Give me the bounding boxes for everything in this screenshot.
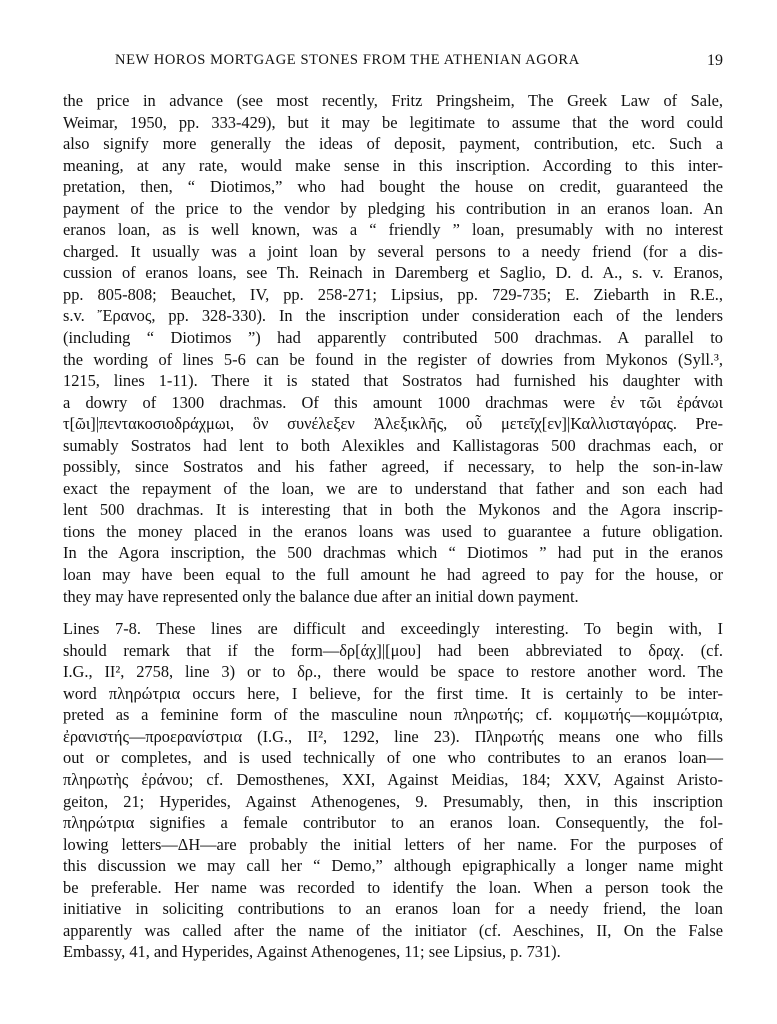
text-line: πληρωτὴς ἐράνου; cf. Demosthenes, XXI, Against Meidias, 184; XXV, Against Aristo- bbox=[63, 769, 723, 789]
text-line: charged. It usually was a joint loan by several persons to a needy friend (for a dis- bbox=[63, 241, 723, 261]
text-line: loan may have been equal to the full amount he had agreed to pay for the house, or bbox=[63, 565, 723, 585]
text-line: pretation, then, “ Diotimos,” who had bought the house on credit, guaranteed the bbox=[63, 177, 723, 197]
text-line: geiton, 21; Hyperides, Against Athenogenes, 9. Presumably, then, in this inscription bbox=[63, 791, 723, 811]
text-line: should remark that if the form—δρ[άχ]|[μου] had been abbreviated to δραχ. (cf. bbox=[63, 640, 723, 660]
running-header bbox=[63, 52, 723, 76]
text-line: sumably Sostratos had lent to both Alexikles and Kallistagoras 500 drachmas each, or bbox=[63, 435, 723, 455]
text-line: tions the money placed in the eranos loans was used to guarantee a future obligation. bbox=[63, 521, 723, 541]
text-line: In the Agora inscription, the 500 drachmas which “ Diotimos ” had put in the eranos bbox=[63, 543, 723, 563]
text-line: payment of the price to the vendor by pledging his contribution in an eranos loan. An bbox=[63, 198, 723, 218]
text-line: they may have represented only the balance due after an initial down payment. bbox=[63, 586, 579, 606]
text-line: exact the repayment of the loan, we are to understand that father and son each had bbox=[63, 478, 723, 498]
text-line: I.G., II², 2758, line 3) or to δρ., there would be space to restore another word. The bbox=[63, 662, 723, 682]
text-line: out or completes, and is used technically of one who contributes to an eranos loan— bbox=[63, 748, 723, 768]
text-line: cussion of eranos loans, see Th. Reinach in Daremberg et Saglio, D. d. A., s. v. Eranos, bbox=[63, 263, 723, 283]
text-line: lent 500 drachmas. It is interesting that in both the Mykonos and the Agora inscrip- bbox=[63, 500, 723, 520]
paragraph-lines-7-8 bbox=[63, 618, 723, 963]
text-line: lowing letters—ΔΗ—are probably the initial letters of her name. For the purposes of bbox=[63, 834, 723, 854]
text-line: the price in advance (see most recently, Fritz Pringsheim, The Greek Law of Sale, bbox=[63, 91, 723, 110]
text-line: τ[ῶι]|πεντακοσιοδράχμωι, ὃν συνέλεξεν Ἀλεξικλῆς, οὗ μετεῖχ[εν]|Καλλισταγόρας. Pre- bbox=[63, 414, 723, 434]
text-line: 1215, lines 1-11). There it is stated that Sostratos had furnished his daughter with bbox=[63, 371, 723, 391]
text-line: be preferable. Her name was recorded to identify the loan. When a person took the bbox=[63, 877, 723, 897]
text-line: meaning, at any rate, would make sense in this inscription. According to this inter- bbox=[63, 155, 723, 175]
text-line: Lines 7-8. These lines are difficult and exceedingly interesting. To begin with, I bbox=[63, 619, 723, 639]
text-line: πληρώτρια signifies a female contributor to an eranos loan. Consequently, the fol- bbox=[63, 813, 723, 833]
text-line: also signify more generally the ideas of deposit, payment, contribution, etc. Such a bbox=[63, 134, 723, 154]
text-line: Embassy, 41, and Hyperides, Against Athenogenes, 11; see Lipsius, p. 731). bbox=[63, 942, 561, 962]
text-line: preted as a feminine form of the masculine noun πληρωτής; cf. κομμωτής—κομμώτρια, bbox=[63, 705, 723, 725]
text-line: initiative in soliciting contributions to an eranos loan for a needy friend, the loan bbox=[63, 899, 723, 919]
text-line: this discussion we may call her “ Demo,” although epigraphically a longer name might bbox=[63, 856, 723, 876]
page-number: 19 bbox=[707, 52, 723, 69]
text-line: the wording of lines 5-6 can be found in the register of dowries from Mykonos (Syll.³, bbox=[63, 349, 723, 369]
text-line: possibly, since Sostratos and his father agreed, if necessary, to help the son-in-law bbox=[63, 457, 723, 477]
paragraph-dowry-discussion bbox=[63, 90, 723, 607]
text-line: apparently was called after the name of the initiator (cf. Aeschines, II, On the False bbox=[63, 920, 723, 940]
text-line: a dowry of 1300 drachmas. Of this amount 1000 drachmas were ἐν τῶι ἐράνωι bbox=[63, 392, 723, 412]
page bbox=[63, 52, 723, 963]
running-title: NEW HOROS MORTGAGE STONES FROM THE ATHENIAN AGORA bbox=[115, 52, 580, 68]
text-line: pp. 805-808; Beauchet, IV, pp. 258-271; Lipsius, pp. 729-735; E. Ziebarth in R.E., bbox=[63, 284, 723, 304]
text-line: ἐρανιστής—προερανίστρια (I.G., II², 1292, line 23). Πληρωτής means one who fills bbox=[63, 726, 723, 746]
text-line: (including “ Diotimos ”) had apparently contributed 500 drachmas. A parallel to bbox=[63, 328, 723, 348]
text-line: s.v. Ἔρανος, pp. 328-330). In the inscription under consideration each of the lenders bbox=[63, 306, 723, 326]
text-line: eranos loan, as is well known, was a “ friendly ” loan, presumably with no interest bbox=[63, 220, 723, 240]
text-line: Weimar, 1950, pp. 333-429), but it may be legitimate to assume that the word could bbox=[63, 112, 723, 132]
text-line: word πληρώτρια occurs here, I believe, for the first time. It is certainly to be inter- bbox=[63, 683, 723, 703]
